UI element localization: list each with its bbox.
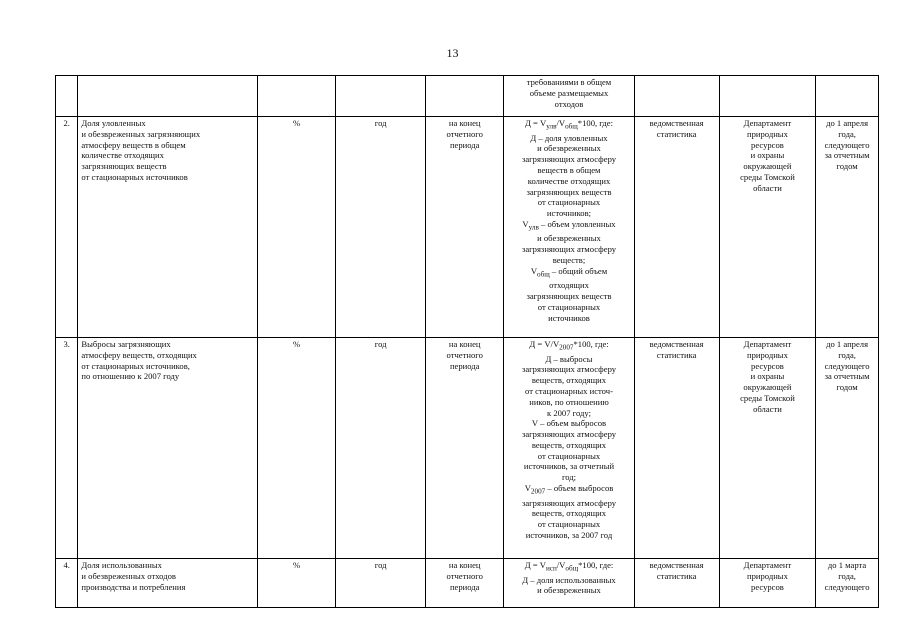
responsible-body — [719, 559, 815, 608]
data-source — [634, 338, 719, 559]
text-line: года, — [838, 128, 856, 139]
text-line: источников, за отчетный — [523, 461, 615, 472]
table-cell-empty — [257, 76, 335, 117]
text-line: и обезвреженных загрязняющих — [81, 128, 201, 139]
text-line: статистика — [656, 349, 697, 360]
text-line: до 1 апреля — [826, 339, 869, 349]
text-line: и обезвреженных — [537, 585, 601, 596]
text-line: на конец — [448, 560, 481, 570]
text-line: ведомственная — [649, 118, 704, 128]
text-line: статистика — [656, 128, 697, 139]
text-line: производства и потребления — [81, 581, 186, 592]
text-line: от стационарных — [537, 301, 601, 312]
text-line: к 2007 году; — [547, 407, 591, 418]
text-line: загрязняющих атмосферу — [521, 429, 617, 440]
calculation-formula — [504, 338, 634, 559]
text-line: Д – выбросы — [545, 353, 593, 364]
text-line: веществ, отходящих — [531, 439, 607, 450]
text-line: ведомственная — [649, 560, 704, 570]
text-line: от стационарных — [537, 197, 601, 208]
text-line: следующего — [824, 360, 870, 371]
text-line: Д – доля использованных — [522, 574, 616, 585]
deadline — [816, 559, 879, 608]
text-line: веществ, отходящих — [531, 375, 607, 386]
text-line: до 1 марта — [827, 560, 867, 570]
text-line: отходов — [554, 98, 584, 109]
indicators-table — [55, 75, 879, 608]
row-number: 3. — [56, 338, 78, 559]
calculation-formula — [504, 559, 634, 608]
text-line: следующего — [824, 581, 870, 592]
text-line: Департамент — [743, 339, 792, 349]
text-line: по отношению к 2007 году — [81, 371, 180, 382]
indicator-name — [78, 117, 257, 338]
text-line: от стационарных — [537, 450, 601, 461]
text-line: до 1 апреля — [826, 118, 869, 128]
text-line: $Д = V_{улв}/V_{общ}*100$, где: — [525, 118, 613, 131]
text-line: загрязняющих веществ — [526, 291, 612, 302]
text-line: ведомственная — [649, 339, 704, 349]
periodicity: год — [336, 117, 426, 338]
calculation-formula — [504, 117, 634, 338]
table-cell-empty — [56, 76, 78, 117]
time-characteristic — [425, 559, 503, 608]
text-line: отчетного — [446, 570, 483, 581]
text-line: источников, за 2007 год — [525, 529, 613, 540]
text-line: периода — [449, 360, 480, 371]
text-line: ресурсов — [751, 581, 784, 592]
text-line: загрязняющих веществ — [526, 186, 612, 197]
text-line: веществ в общем — [537, 164, 601, 175]
time-characteristic — [425, 117, 503, 338]
table-cell-empty — [336, 76, 426, 117]
text-line: $Д = V/V_{2007}*100$, где: — [529, 339, 609, 352]
text-line: загрязняющих атмосферу — [521, 364, 617, 375]
text-line: количестве отходящих — [527, 175, 611, 186]
page-number: 13 — [446, 46, 459, 60]
text-line: статистика — [656, 570, 697, 581]
text-line: на конец — [448, 339, 481, 349]
text-line: Доля использованных — [81, 560, 162, 570]
text-line: источников — [548, 312, 590, 323]
text-line: и обезвреженных отходов — [81, 570, 176, 581]
unit-of-measure: % — [257, 559, 335, 608]
text-line: и охраны — [750, 150, 785, 161]
text-line: следующего — [824, 139, 870, 150]
text-line: от стационарных источников, — [81, 360, 190, 371]
table-cell-empty — [816, 76, 879, 117]
text-line: года, — [838, 349, 856, 360]
table-cell-empty — [634, 76, 719, 117]
text-line: на конец — [448, 118, 481, 128]
text-line: ресурсов — [751, 139, 784, 150]
text-line: Департамент — [743, 118, 792, 128]
text-line: среды Томской — [740, 392, 795, 403]
table-row-indicator-2 — [56, 117, 879, 338]
text-line: периода — [449, 581, 480, 592]
text-line: загрязняющих веществ — [81, 161, 167, 172]
table-cell-empty — [78, 76, 257, 117]
text-line: года, — [838, 570, 856, 581]
text-line: среды Томской — [740, 171, 795, 182]
text-line: периода — [449, 139, 480, 150]
text-line: природных — [747, 570, 788, 581]
text-line: отходящих — [549, 280, 589, 291]
text-line: от стационарных источ- — [525, 385, 613, 396]
text-line: отчетного — [446, 349, 483, 360]
text-line: загрязняющих атмосферу — [521, 497, 617, 508]
text-line: ников, по отношению — [529, 396, 609, 407]
data-source — [634, 117, 719, 338]
text-line: $Д = V_{исп}/V_{общ}*100$, где: — [524, 560, 614, 573]
unit-of-measure: % — [257, 338, 335, 559]
text-line: области — [753, 403, 782, 414]
text-line: $V_{общ}$ – общий объем — [530, 265, 608, 279]
table-row-indicator-4 — [56, 559, 879, 608]
responsible-body — [719, 117, 815, 338]
text-line: $V_{улв}$ – объем уловленных — [522, 218, 616, 232]
text-line: загрязняющих атмосферу — [521, 244, 617, 255]
periodicity: год — [336, 559, 426, 608]
text-line: загрязняющих атмосферу — [521, 154, 617, 165]
text-line: Д – доля уловленных — [530, 132, 608, 143]
indicator-name — [78, 559, 257, 608]
text-line: годом — [836, 161, 858, 172]
text-line: природных — [747, 349, 788, 360]
text-line: веществ; — [552, 255, 586, 265]
text-line: и обезвреженных — [537, 143, 601, 154]
row-number: 2. — [56, 117, 78, 338]
text-line: количестве отходящих — [81, 150, 164, 161]
row-number: 4. — [56, 559, 78, 608]
text-line: атмосферу веществ, отходящих — [81, 349, 197, 360]
formula-cell-continued — [504, 76, 634, 117]
text-line: отчетного — [446, 128, 483, 139]
text-line: V – объем выбросов — [531, 418, 607, 429]
text-line: Выбросы загрязняющих — [81, 339, 171, 349]
text-line: ресурсов — [751, 360, 784, 371]
text-line: от стационарных источников — [81, 171, 188, 182]
text-line: окружающей — [743, 382, 792, 393]
periodicity: год — [336, 338, 426, 559]
time-characteristic — [425, 338, 503, 559]
table-row-indicator-3 — [56, 338, 879, 559]
text-line: веществ, отходящих — [531, 508, 607, 519]
text-line: природных — [747, 128, 788, 139]
text-line: от стационарных — [537, 519, 601, 530]
text-line: за отчетным — [824, 371, 870, 382]
text-line: и обезвреженных — [537, 233, 601, 244]
responsible-body — [719, 338, 815, 559]
text-line: атмосферу веществ в общем — [81, 139, 186, 150]
text-line: годом — [836, 382, 858, 393]
text-line: $V_{2007}$ – объем выбросов — [524, 483, 614, 496]
text-line: год; — [561, 472, 577, 483]
indicator-name — [78, 338, 257, 559]
text-line: Департамент — [743, 560, 792, 570]
unit-of-measure: % — [257, 117, 335, 338]
text-line: области — [753, 182, 782, 193]
table-cell-empty — [719, 76, 815, 117]
deadline — [816, 338, 879, 559]
text-line: и охраны — [750, 371, 785, 382]
text-line: источников; — [546, 208, 592, 219]
text-line: объеме размещаемых — [529, 87, 609, 98]
deadline — [816, 117, 879, 338]
table-cell-empty — [425, 76, 503, 117]
text-line: Доля уловленных — [81, 118, 146, 128]
text-line: за отчетным — [824, 150, 870, 161]
text-line: требованиями в общем — [526, 77, 612, 87]
table-row-continued — [56, 76, 879, 117]
text-line: окружающей — [743, 161, 792, 172]
data-source — [634, 559, 719, 608]
